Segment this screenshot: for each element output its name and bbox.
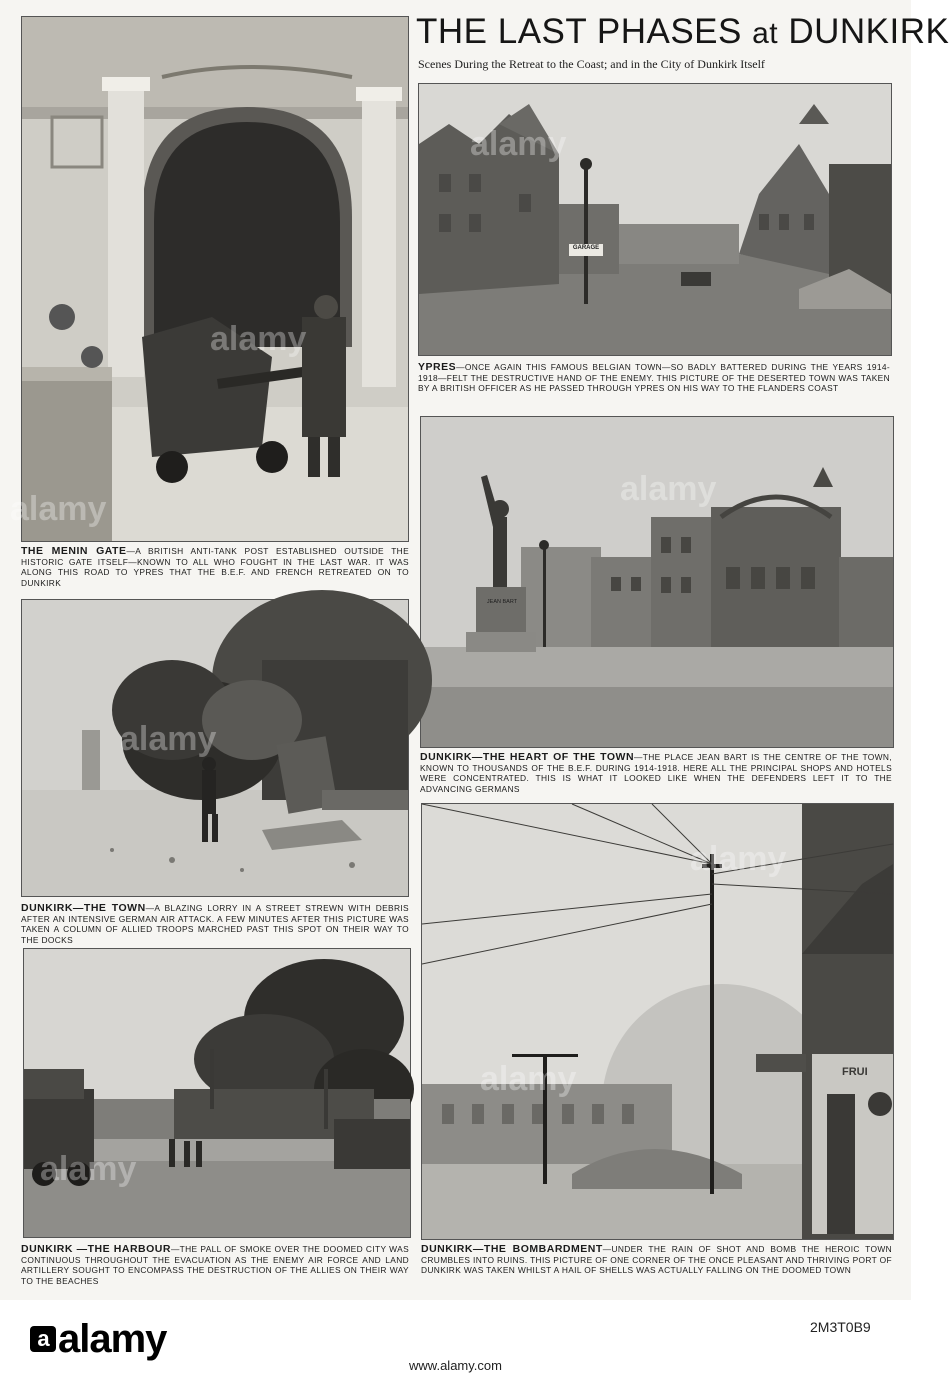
alamy-logo-text: alamy bbox=[58, 1317, 167, 1361]
page-subtitle: Scenes During the Retreat to the Coast; and in the City of Dunkirk Itself bbox=[418, 57, 765, 71]
watermark-text: alamy bbox=[210, 320, 307, 358]
title-end: DUNKIRK bbox=[788, 12, 949, 51]
watermark-text: alamy bbox=[10, 490, 107, 528]
menin-gate-photo bbox=[21, 16, 409, 542]
ypres-photo bbox=[418, 83, 892, 356]
watermark-text: alamy bbox=[620, 470, 717, 508]
heart-caption bbox=[420, 752, 892, 794]
bombardment-caption-head: DUNKIRK—THE BOMBARDMENT bbox=[421, 1243, 603, 1255]
footer-url: www.alamy.com bbox=[409, 1358, 502, 1373]
bombardment-photo bbox=[421, 803, 894, 1240]
ypres-caption-text: —ONCE AGAIN THIS FAMOUS BELGIAN TOWN—SO BADLY BATTERED DURING THE YEARS 1914-1918—FELT THE DESTRUCTIVE HAND OF THE ENEMY. THIS PICTURE OF THE DESERTED TOWN WAS TAKEN BY A BRITISH OFFICER AS HE PASSED THROUGH YPRES ON HIS WAY TO THE FLANDERS COAST bbox=[418, 362, 890, 394]
jean-bart-photo bbox=[420, 416, 894, 748]
statue-plinth-text: JEAN BART bbox=[486, 599, 518, 605]
harbour-caption-head: DUNKIRK —THE HARBOUR bbox=[21, 1243, 171, 1255]
ypres-caption bbox=[418, 362, 890, 394]
town-caption-text: —A BLAZING LORRY IN A STREET STREWN WITH DEBRIS AFTER AN INTENSIVE GERMAN AIR ATTACK. A FEW MINUTES AFTER THIS PICTURE WAS TAKEN A COLUMN OF ALLIED TROOPS MARCHED PAST THIS SPOT ON THEIR WAY TO THE DOCKS bbox=[21, 903, 409, 945]
title-at: at bbox=[752, 17, 779, 50]
page-title bbox=[416, 12, 949, 52]
title-main: THE LAST PHASES bbox=[416, 12, 742, 51]
image-id: 2M3T0B9 bbox=[810, 1319, 871, 1335]
watermark-text: alamy bbox=[40, 1150, 137, 1188]
heart-caption-text: —THE PLACE JEAN BART IS THE CENTRE OF THE TOWN, KNOWN TO THOUSANDS OF THE B.E.F. DURING 1914-1918. HERE ALL THE PRINCIPAL SHOPS AND HOTELS WERE CONCENTRATED. THIS IS WHAT IT LOOKED LIKE WHEN THE DEFENDERS LEFT IT TO THE ADVANCING GERMANS bbox=[420, 752, 892, 794]
heart-caption-head: DUNKIRK—THE HEART OF THE TOWN bbox=[420, 751, 635, 763]
harbour-caption bbox=[21, 1244, 409, 1286]
harbour-photo bbox=[23, 948, 411, 1238]
menin-gate-caption bbox=[21, 546, 409, 588]
menin-gate-caption-head: THE MENIN GATE bbox=[21, 545, 127, 557]
menin-gate-caption-text: —A BRITISH ANTI-TANK POST ESTABLISHED OUTSIDE THE HISTORIC GATE ITSELF—KNOWN TO ALL WHO FOUGHT IN THE LAST WAR. IT WAS ALONG THIS ROAD TO YPRES THAT THE B.E.F. AND FRENCH RETREATED ON TO DUNKIRK bbox=[21, 546, 410, 588]
watermark-text: alamy bbox=[480, 1060, 577, 1098]
town-caption bbox=[21, 903, 409, 945]
town-caption-head: DUNKIRK—THE TOWN bbox=[21, 902, 146, 914]
watermark-text: alamy bbox=[120, 720, 217, 758]
watermark-text: alamy bbox=[470, 125, 567, 163]
shop-sign-text: FRUI bbox=[842, 1066, 868, 1078]
alamy-logo bbox=[30, 1317, 166, 1362]
garage-sign-text: GARAGE bbox=[572, 245, 600, 251]
blazing-lorry-photo bbox=[21, 599, 409, 897]
alamy-logo-mark: a bbox=[30, 1326, 56, 1352]
watermark-text: alamy bbox=[690, 840, 787, 878]
ypres-caption-head: YPRES bbox=[418, 361, 457, 373]
bombardment-caption-text: —UNDER THE RAIN OF SHOT AND BOMB THE HEROIC TOWN CRUMBLES INTO RUINS. THIS PICTURE OF ONE CORNER OF THE ONCE PLEASANT AND THRIVING PORT OF DUNKIRK WAS TAKEN WHILST A HAIL OF SHELLS WAS ACTUALLY FALLING ON THE DOOMED TOWN bbox=[421, 1244, 893, 1276]
bombardment-caption bbox=[421, 1244, 892, 1276]
harbour-caption-text: —THE PALL OF SMOKE OVER THE DOOMED CITY WAS CONTINUOUS THROUGHOUT THE EVACUATION AS THE ENEMY AIR FORCE AND LAND ARTILLERY SOUGHT TO ENCOMPASS THE DESTRUCTION OF THE ALLIES ON THEIR WAY TO THE BEACHES bbox=[21, 1244, 409, 1286]
